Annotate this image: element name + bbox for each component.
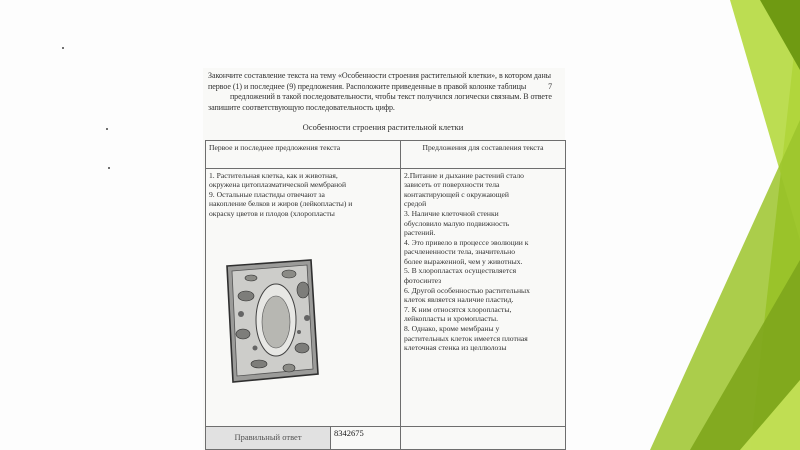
answer-value: 8342675	[334, 427, 364, 438]
left-line: накопление белков и жиров (лейкопласты) и	[209, 199, 353, 209]
right-line: контактирующей с окружающей	[404, 189, 509, 199]
intro-line: правой колонке таблицы	[443, 81, 527, 91]
right-line: 2.Питание и дыхание растений стало	[404, 170, 524, 180]
right-line: клеток является наличие пластид.	[404, 295, 514, 305]
right-line: растительных клеток имеется плотная	[404, 333, 528, 343]
sentences-cell	[401, 168, 566, 426]
plant-cell-illustration	[219, 256, 321, 386]
left-line: окраску цветов и плодов (хлоропласты	[209, 208, 335, 218]
right-line: обусловило малую подвижность	[404, 218, 510, 228]
answer-label: Правильный ответ	[206, 427, 331, 449]
speck	[108, 167, 110, 169]
green-decoration	[630, 0, 800, 450]
table-title: Особенности строения растительной клетки	[302, 122, 464, 132]
right-line: средой	[404, 199, 427, 209]
task-text	[208, 71, 563, 113]
scanned-document	[203, 68, 565, 450]
right-line: 4. Это привело в процессе эволюции к	[404, 237, 529, 247]
answer-row-left	[206, 426, 401, 449]
right-line: растений.	[404, 228, 436, 238]
right-line: 6. Другой особенностью растительных	[404, 285, 530, 295]
right-line: 8. Однако, кроме мембраны у	[404, 324, 500, 334]
speck	[106, 128, 108, 130]
right-line: 3. Наличие клеточной стенки	[404, 208, 499, 218]
header-right: Предложения для составления текста	[401, 141, 566, 169]
intro-line: цифр.	[375, 102, 395, 112]
right-line: 7. К ним относятся хлоропласты,	[404, 304, 512, 314]
answer-row-right	[401, 426, 566, 449]
speck	[62, 47, 64, 49]
right-line: клеточная стенка из целлюлозы	[404, 343, 507, 353]
intro-line: Закончите составление текста на тему «Особенности строения растительной клетки», в	[208, 71, 503, 80]
left-line: 1. Растительная клетка, как и животная,	[209, 170, 338, 180]
intro-line: получился логически связным. В ответе запишите соответствующую последовательность	[208, 92, 552, 112]
intro-line: котором даны первое (1) и последнее (9) предложения. Расположите приведенные в	[208, 71, 551, 91]
right-line: 5. В хлоропластах осуществляется	[404, 266, 517, 276]
right-line: расчлененности тела, значительно	[404, 247, 516, 257]
right-line: лейкопласты и хромопласты.	[404, 314, 498, 324]
right-line: фотосинтез	[404, 276, 442, 286]
left-line: окружена цитоплазматической мембраной	[209, 180, 347, 190]
right-line: зависеть от поверхности тела	[404, 180, 500, 190]
left-line: 9. Остальные пластиды отвечают за	[209, 189, 325, 199]
intro-count: 7	[548, 81, 553, 91]
header-left: Первое и последнее предложения текста	[206, 141, 401, 169]
right-line: более выраженной, чем у животных.	[404, 256, 523, 266]
intro-line: предложений в такой последовательности, чтобы текст	[229, 92, 416, 101]
